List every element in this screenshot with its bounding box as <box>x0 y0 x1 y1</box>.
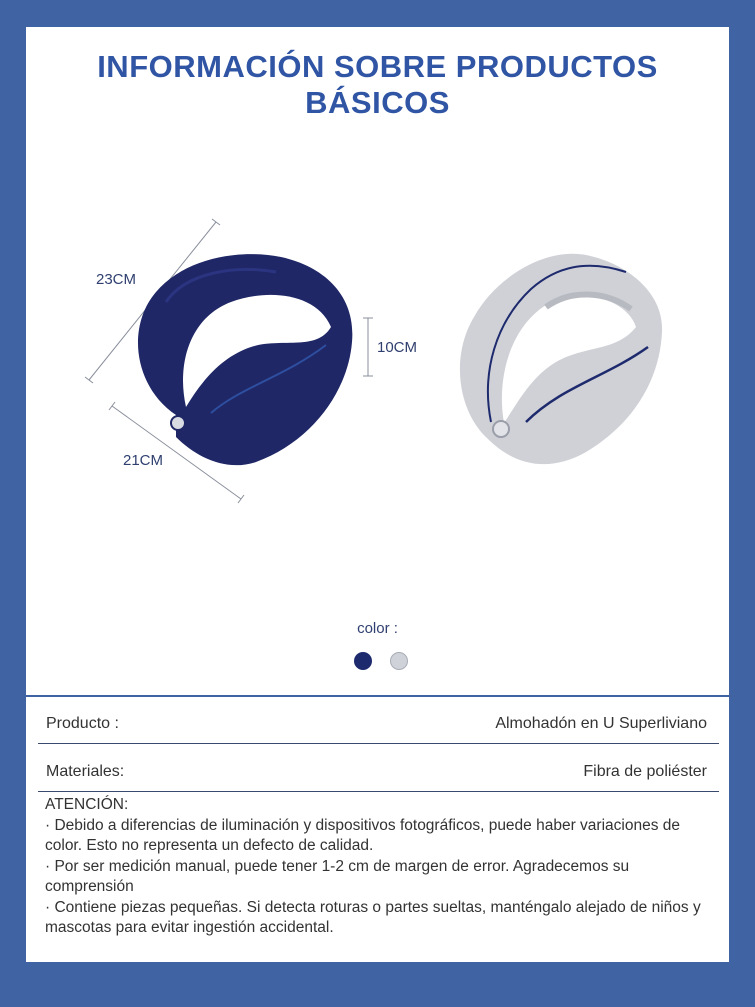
product-illustration-area <box>26 27 729 717</box>
grey-pillow-image <box>460 254 662 464</box>
color-swatch-navy[interactable] <box>354 652 372 670</box>
attention-notes <box>45 795 715 939</box>
dimension-line-height <box>363 318 373 376</box>
product-row <box>38 699 719 744</box>
attention-item-measurement: · Por ser medición manual, puede tener 1-2 cm de margen de error. Agradecemos su comprensión <box>45 857 630 895</box>
dimension-label-width: 21CM <box>123 452 164 469</box>
attention-item-color: · Debido a diferencias de iluminación y dispositivos fotográficos, puede haber variaciones de color. Esto no representa un defecto de calidad. <box>45 816 681 854</box>
materials-row <box>38 747 719 792</box>
attention-heading: ATENCIÓN: <box>45 796 129 813</box>
page-title: INFORMACIÓN SOBRE PRODUCTOS BÁSICOS <box>97 49 658 120</box>
color-label: color : <box>357 620 398 637</box>
pillow-diagram <box>26 27 729 717</box>
section-divider <box>26 695 729 697</box>
color-swatch-grey[interactable] <box>390 652 408 670</box>
navy-pillow-image <box>138 254 352 465</box>
dimension-label-height: 10CM <box>377 339 418 356</box>
materials-value: Fibra de poliéster <box>583 763 707 780</box>
product-value: Almohadón en U Superliviano <box>495 715 707 732</box>
attention-item-small-parts: · Contiene piezas pequeñas. Si detecta roturas o partes sueltas, manténgalo alejado de niños y mascotas para evitar ingestión accidental. <box>45 898 701 936</box>
materials-label: Materiales: <box>46 763 125 780</box>
product-label: Producto : <box>46 715 119 732</box>
dimension-label-length: 23CM <box>96 271 137 288</box>
info-panel <box>26 27 729 962</box>
